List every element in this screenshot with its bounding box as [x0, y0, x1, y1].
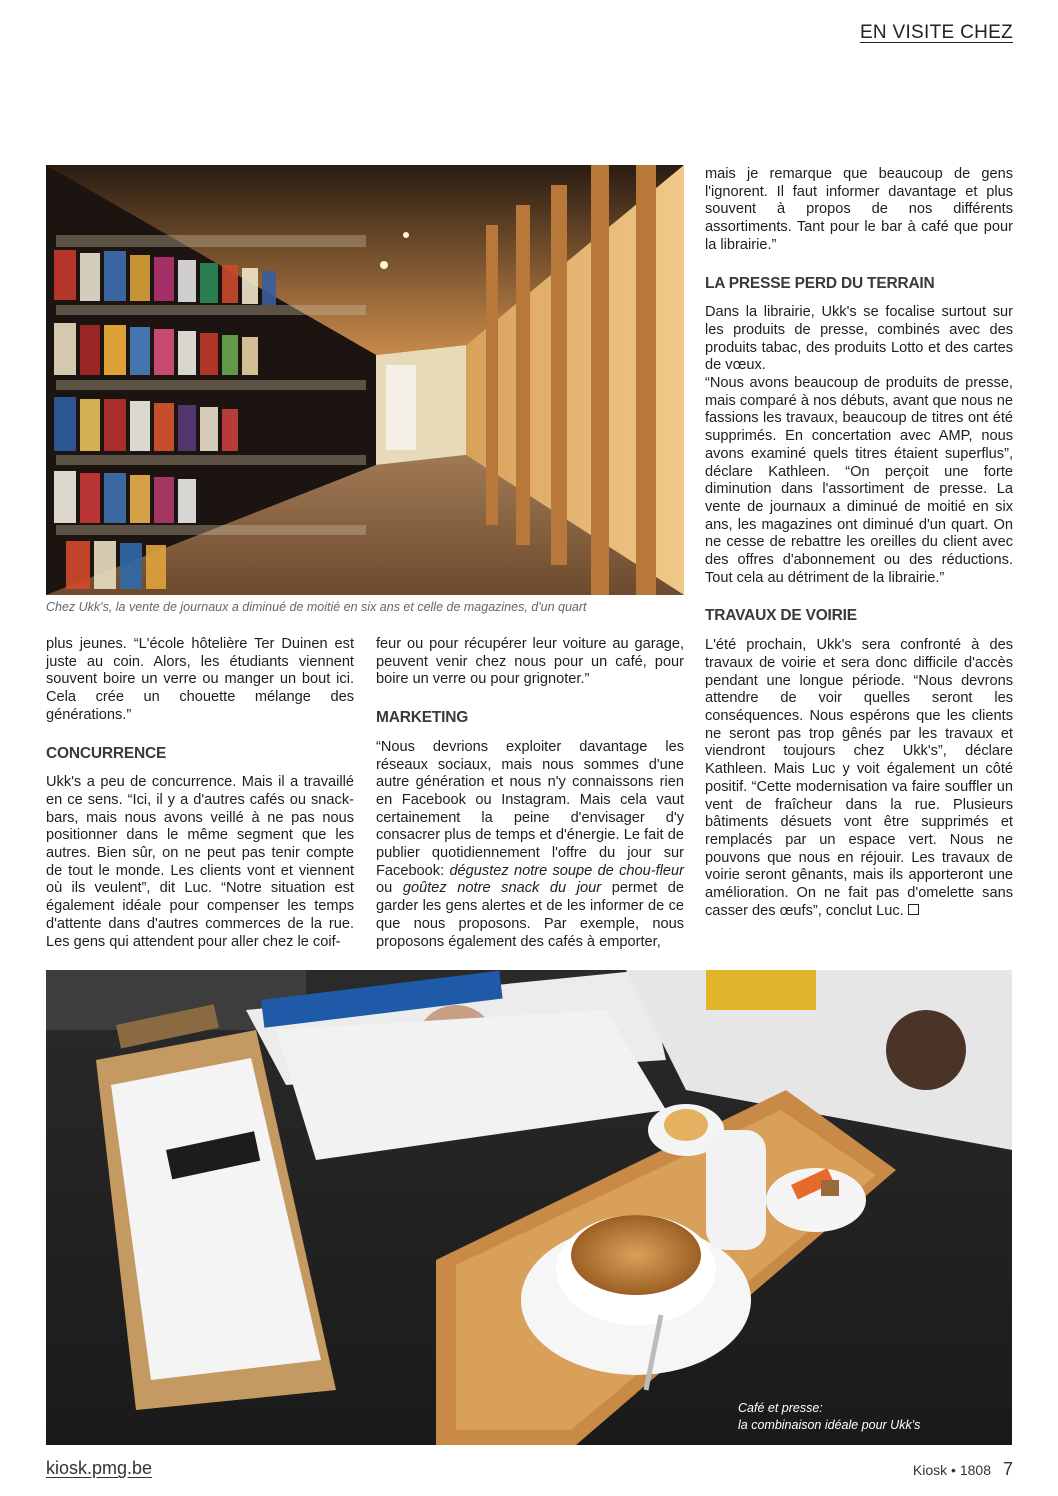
photo-caption: Chez Ukk's, la vente de journaux a diminué de moitié en six ans et celle de magazines, d'un quart: [46, 600, 587, 614]
magazine-issue: Kiosk • 1808: [912, 1462, 991, 1478]
photo-caption: Café et presse: la combinaison idéale pour Ukk's: [738, 1401, 921, 1432]
paragraph: feur ou pour récupérer leur voiture au garage, peuvent venir chez nous pour un café, pour boire un verre ou pour grignoter.”: [376, 636, 684, 688]
cafe-photo: [46, 970, 1012, 1445]
column-2: [376, 636, 684, 951]
heading-concurrence: CONCURRENCE: [46, 744, 167, 762]
paragraph: “Nous devrions exploiter davantage les réseaux sociaux, mais nous sommes d'une autre génération et nous n'y connaissons rien en Facebook ou Instagram. Mais cela vaut certainement la peine d'envisager d'y consacrer plus de temps et d'énergie. Le fait de publier quotidiennement l'offre du jour sur Facebook: dégustez notre soupe de chou-fleur ou goûtez notre snack du jour permet de garder les gens alertes et de les informer de ce que nous proposons. Par exemple, nous proposons également des cafés à emporter,: [376, 738, 684, 950]
website-link[interactable]: kiosk.pmg.be: [46, 1458, 153, 1478]
page-number: 7: [1002, 1459, 1013, 1479]
column-3: [705, 166, 1013, 920]
heading-presse: LA PRESSE PERD DU TERRAIN: [705, 274, 935, 292]
end-mark-icon: [908, 904, 919, 915]
section-label: EN VISITE CHEZ: [859, 22, 1013, 43]
paragraph: Ukk's a peu de concurrence. Mais il a travaillé en ce sens. “Ici, il y a d'autres cafés ou snack-bars, mais nous avons veillé à ne pas nous positionner dans le même segment que les autres. Bien sûr, on ne peut pas tenir compte de tout le monde. Les clients vont et viennent où ils veulent”, dit Luc. “Notre situation est également idéale pour compenser les temps d'attente dans d'autres commerces de la rue. Les gens qui attendent pour aller chez le coif-: [46, 774, 354, 950]
heading-marketing: MARKETING: [376, 709, 469, 727]
paragraph: “Nous avons beaucoup de produits de presse, mais comparé à nos débuts, avant que nous ne fassions les travaux, beaucoup de titres ont été supprimés. En concertation avec AMP, nous avons examiné quels titres étaient superflus”, déclare Kathleen. “On perçoit une forte diminution dans l'assortiment de presse. La vente de journaux a diminué de moitié en six ans, les magazines ont diminué d'un quart. On ne cesse de rebattre les oreilles du client avec des offres d'abonnement ou des réductions. Tout cela au détriment de la librairie.”: [705, 375, 1013, 586]
page-footer: [913, 1459, 1013, 1480]
bookstore-photo: [46, 165, 684, 595]
paragraph: mais je remarque que beaucoup de gens l'ignorent. Il faut informer davantage et plus souvent à propos de nos différents assortiments. Tant pour le bar à café que pour la librairie.”: [705, 166, 1013, 253]
heading-travaux: TRAVAUX DE VOIRIE: [705, 607, 857, 625]
column-1: [46, 636, 354, 951]
paragraph: Dans la librairie, Ukk's se focalise surtout sur les produits de presse, combinés avec des produits tabac, des produits Lotto et des cartes de vœux.: [705, 304, 1013, 374]
paragraph: L'été prochain, Ukk's sera confronté à des travaux de voirie et sera donc difficile d'accès pendant une longue période. “Nous devrons attendre de voir quelles seront les conséquences. Nous espérons que les clients ne seront pas trop gênés par les travaux et viendront toujours chez Ukk's”, déclare Kathleen. Mais Luc y voit également un côté positif. “Cette modernisation va faire souffler un vent de fraîcheur dans la rue. Plusieurs bâtiments désuets vont être supprimés et remplacés par un espace vert. Nous ne pouvons que nous en réjouir. Les travaux de voirie seront gênants, mais ils apporteront une amélioration. On ne fait pas d'omelette sans casser des œufs”, conclut Luc.: [705, 637, 1013, 919]
paragraph: plus jeunes. “L'école hôtelière Ter Duinen est juste au coin. Alors, les étudiants viennent souvent boire un verre ou manger un bout ici. Cela crée un chouette mélange des générations.”: [46, 636, 354, 723]
